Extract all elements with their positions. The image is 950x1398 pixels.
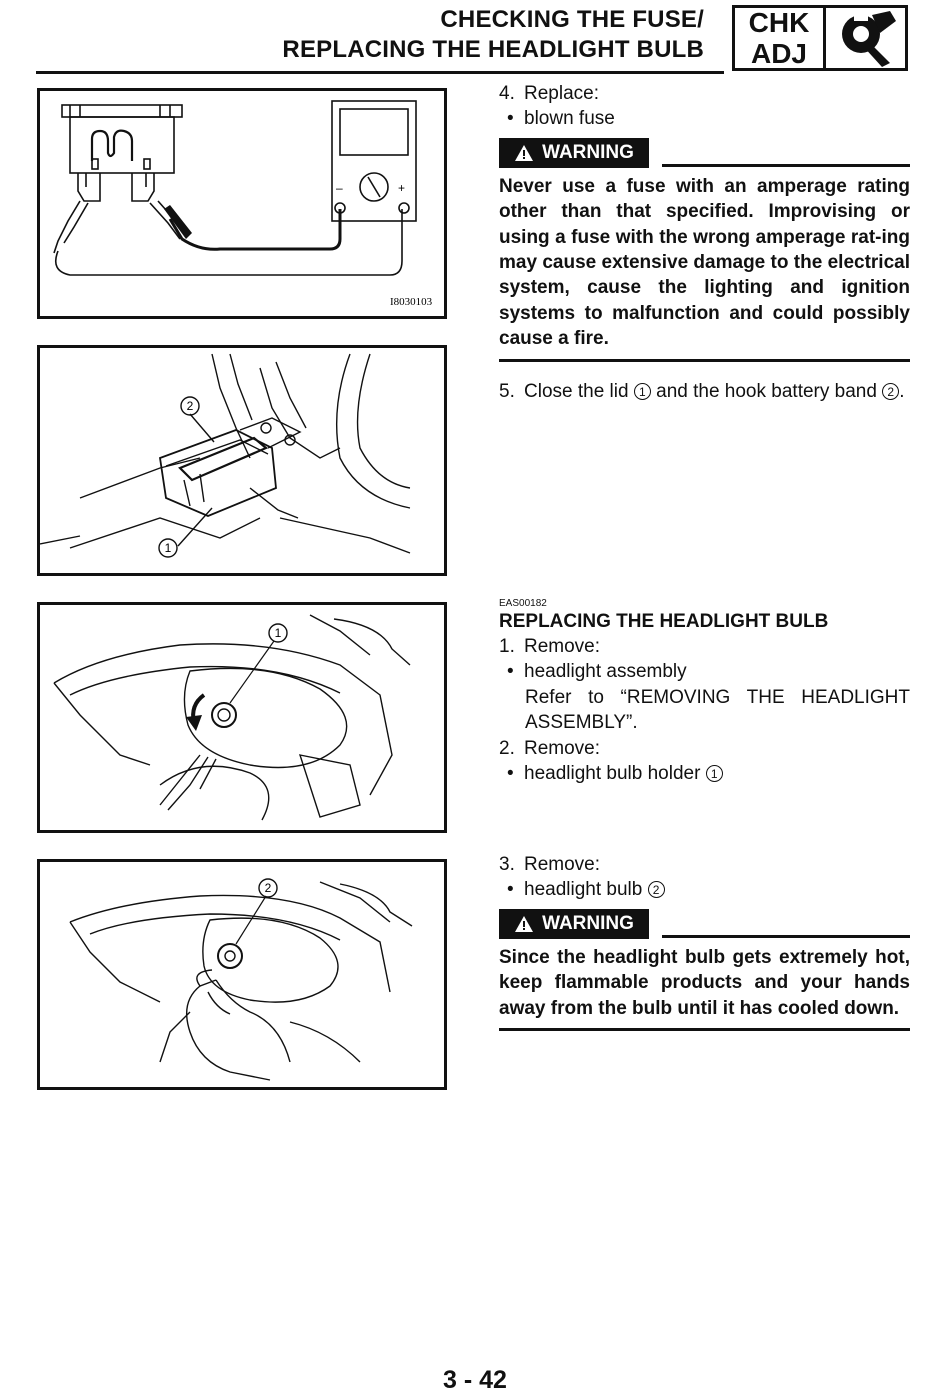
- badge-top-text: CHK: [748, 7, 810, 38]
- warning-rule: [662, 935, 910, 938]
- step-text: and the hook battery band: [656, 380, 877, 402]
- header-title-line1: CHECKING THE FUSE/: [440, 6, 704, 33]
- bullet-dot: •: [507, 108, 514, 130]
- text-block-fuse: [499, 81, 910, 404]
- step-number: 5.: [499, 380, 515, 402]
- step-3: [499, 852, 910, 877]
- refer-note: Refer to “REMOVING THE HEADLIGHT ASSEMBLY”.: [525, 686, 910, 734]
- callout-2: 2: [186, 399, 194, 413]
- warning-header: [499, 909, 910, 939]
- bullet-dot: •: [507, 879, 514, 901]
- wrench-icon: [826, 8, 905, 68]
- bullet-item: [499, 106, 910, 131]
- figure-battery-lid: [37, 345, 447, 576]
- warning-end-rule: [499, 1028, 910, 1031]
- step-4: [499, 81, 910, 106]
- section-title: REPLACING THE HEADLIGHT BULB: [499, 611, 829, 632]
- step-label: Remove:: [524, 737, 601, 759]
- step-1: [499, 634, 910, 659]
- ref-callout-1: 1: [706, 765, 723, 782]
- bullet-dot: •: [507, 661, 514, 683]
- step-number: 2.: [499, 737, 515, 759]
- bullet-item: [499, 761, 910, 786]
- bullet-text: headlight bulb: [524, 879, 643, 901]
- step-5: [499, 379, 910, 404]
- ref-callout-2: 2: [648, 881, 665, 898]
- callout-2: 2: [264, 881, 272, 895]
- callout-1: 1: [274, 626, 282, 640]
- bullet-item: [499, 659, 910, 684]
- step-label: Replace:: [524, 83, 599, 104]
- warning-label-text: WARNING: [542, 142, 634, 164]
- bullet-text: blown fuse: [524, 108, 615, 130]
- step-number: 4.: [499, 83, 515, 104]
- bullet-text: headlight bulb holder: [524, 763, 701, 785]
- warning-triangle-icon: [514, 915, 534, 933]
- figure-bulb-holder: [37, 602, 447, 833]
- step-label: Remove:: [524, 636, 601, 657]
- warning-label: [499, 909, 649, 939]
- meter-plus-label: +: [398, 181, 406, 195]
- text-block-headlight: [499, 598, 910, 786]
- step-2: [499, 736, 910, 761]
- header-title-line2: REPLACING THE HEADLIGHT BULB: [282, 36, 704, 63]
- header-rule: [36, 71, 724, 74]
- figure-code: I8030103: [390, 296, 433, 308]
- warning-label: [499, 138, 649, 168]
- badge-text: [735, 8, 826, 68]
- step-text: Close the lid: [524, 380, 629, 402]
- figure-headlight-bulb: [37, 859, 447, 1090]
- meter-minus-label: –: [336, 181, 343, 195]
- badge-bottom-text: ADJ: [750, 38, 807, 69]
- bullet-dot: •: [507, 763, 514, 785]
- warning-label-text: WARNING: [542, 913, 634, 935]
- chk-adj-badge: [732, 5, 908, 71]
- warning-triangle-icon: [514, 144, 534, 162]
- warning-header: [499, 138, 910, 168]
- ref-callout-1: 1: [634, 383, 651, 400]
- text-block-bulb: [499, 852, 910, 1031]
- page-header-title: [282, 5, 704, 65]
- warning-text: Since the headlight bulb gets extremely hot, keep flammable products and your hands away from the bulb until it has cooled down.: [499, 946, 910, 1019]
- warning-text: Never use a fuse with an amperage rating other than that specified. Improvising or using a fuse with the wrong amperage rat-ing may cause extensive damage to the electrical system, cause the lighting and ignition systems to malfunction and could possibly cause a fire.: [499, 175, 910, 350]
- fuse-multimeter-illustration: [40, 91, 444, 316]
- callout-1: 1: [164, 541, 172, 555]
- step-text: .: [899, 380, 905, 402]
- bullet-item: [499, 877, 910, 902]
- warning-rule: [662, 164, 910, 167]
- battery-lid-illustration: [40, 348, 444, 573]
- ref-callout-2: 2: [882, 383, 899, 400]
- bulb-holder-illustration: [40, 605, 444, 830]
- page-number: 3 - 42: [443, 1366, 507, 1394]
- step-number: 1.: [499, 636, 515, 657]
- headlight-bulb-illustration: [40, 862, 444, 1087]
- step-label: Remove:: [524, 854, 601, 875]
- section-code: EAS00182: [499, 598, 547, 609]
- step-number: 3.: [499, 854, 515, 875]
- figure-fuse-check: [37, 88, 447, 319]
- bullet-text: headlight assembly: [524, 661, 687, 683]
